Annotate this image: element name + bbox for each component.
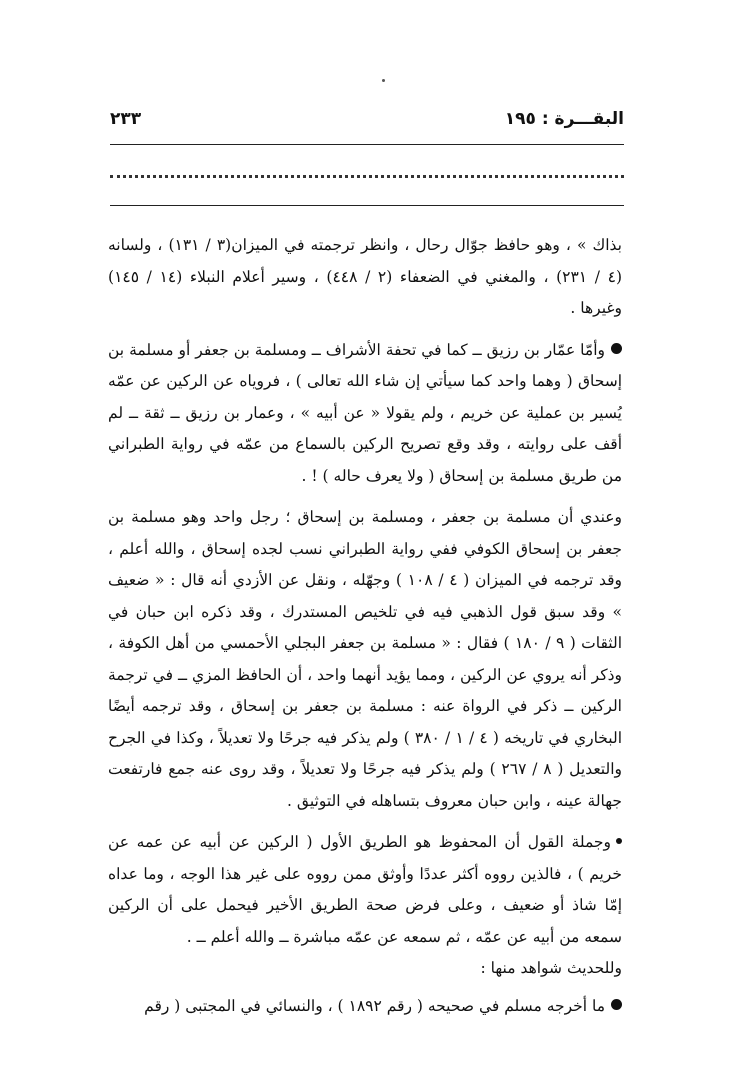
paragraph <box>108 991 622 1023</box>
paragraph-text: وأمّا عمّار بن رزيق ــ كما في تحفة الأشراف ــ ومسلمة بن جعفر أو مسلمة بن إسحاق ( وهما واحد كما سيأتي إن شاء الله تعالى ) ، فروياه عن الركين عن عمّه يُسير بن عملية عن خريم ، ولم يقولا « عن أبيه » ، وعمار بن رزيق ــ ثقة ــ لم أقف على روايته ، وقد وقع تصريح الركين بالسماع من عمّه في رواية الطبراني من طريق مسلمة بن إسحاق ( ولا يعرف حاله ) ! . <box>108 340 622 485</box>
document-body <box>108 230 622 1032</box>
paragraph-text: وللحديث شواهد منها : <box>480 959 622 977</box>
section-rule <box>110 205 624 206</box>
page-mark <box>382 79 385 82</box>
header-rule <box>110 144 624 145</box>
bullet-icon <box>611 343 622 354</box>
running-title: البقـــرة : ١٩٥ <box>504 109 624 129</box>
paragraph-text: ما أخرجه مسلم في صحيحه ( رقم ١٨٩٢ ) ، والنسائي في المجتبى ( رقم <box>144 996 605 1015</box>
paragraph-text: وعندي أن مسلمة بن جعفر ، ومسلمة بن إسحاق ؛ رجل واحد وهو مسلمة بن جعفر بن إسحاق الكوفي ففي رواية الطبراني نسب لجده إسحاق ، والله أعلم ، وقد ترجمه في الميزان ( ٤ / ١٠٨ ) وجهّله ، ونقل عن الأزدي أنه قال : « ضعيف » وقد سبق قول الذهبي فيه في تلخيص المستدرك ، وقد ذكره ابن حبان في الثقات ( ٩ / ١٨٠ ) فقال : « مسلمة بن جعفر البجلي الأحمسي من أهل الكوفة ، وذكر أنه يروي عن الركين ، ومما يؤيد أنهما واحد ، أن الحافظ المزي ــ في ترجمة الركين ــ ذكر في الرواة عنه : مسلمة بن جعفر بن إسحاق ، وقد ترجمه أيضًا البخاري في تاريخه ( ٤ / ١ / ٣٨٠ ) ولم يذكر فيه جرحًا ولا تعديلاً ، وكذا في الجرح والتعديل ( ٨ / ٢٦٧ ) ولم يذكر فيه جرحًا ولا تعديلاً ، وقد روى عنه جمع فارتفعت جهالة عينه ، وابن حبان معروف بتساهله في التوثيق . <box>108 508 623 810</box>
bullet-icon <box>616 838 622 844</box>
paragraph <box>108 953 622 985</box>
paragraph-text: وجملة القول أن المحفوظ هو الطريق الأول ( الركين عن أبيه عن عمه عن خريم ) ، فالذين رووه أكثر عددًا وأوثق ممن رووه على غير هذا الوجه ، وما عداه إمّا شاذ أو ضعيف ، وعلى فرض صحة الطريق الأخير فيحمل على أن الركين سمعه من أبيه عن عمّه ، ثم سمعه عن عمّه مباشرة ــ والله أعلم ــ . <box>108 833 622 946</box>
page-number: ٢٣٣ <box>110 109 142 129</box>
page-header <box>110 104 624 134</box>
paragraph-text: بذاك » ، وهو حافظ جوّال رحال ، وانظر ترجمته في الميزان(٣ / ١٣١) ، ولسانه (٤ / ٢٣١) ، والمغني في الضعفاء (٢ / ٤٤٨) ، وسير أعلام النبلاء (١٤ / ١٤٥) وغيرها . <box>108 236 623 317</box>
paragraph <box>108 230 622 325</box>
paragraph <box>108 827 622 953</box>
bullet-icon <box>611 999 622 1010</box>
dotted-separator <box>110 175 624 178</box>
paragraph <box>108 335 622 493</box>
paragraph <box>108 502 622 817</box>
